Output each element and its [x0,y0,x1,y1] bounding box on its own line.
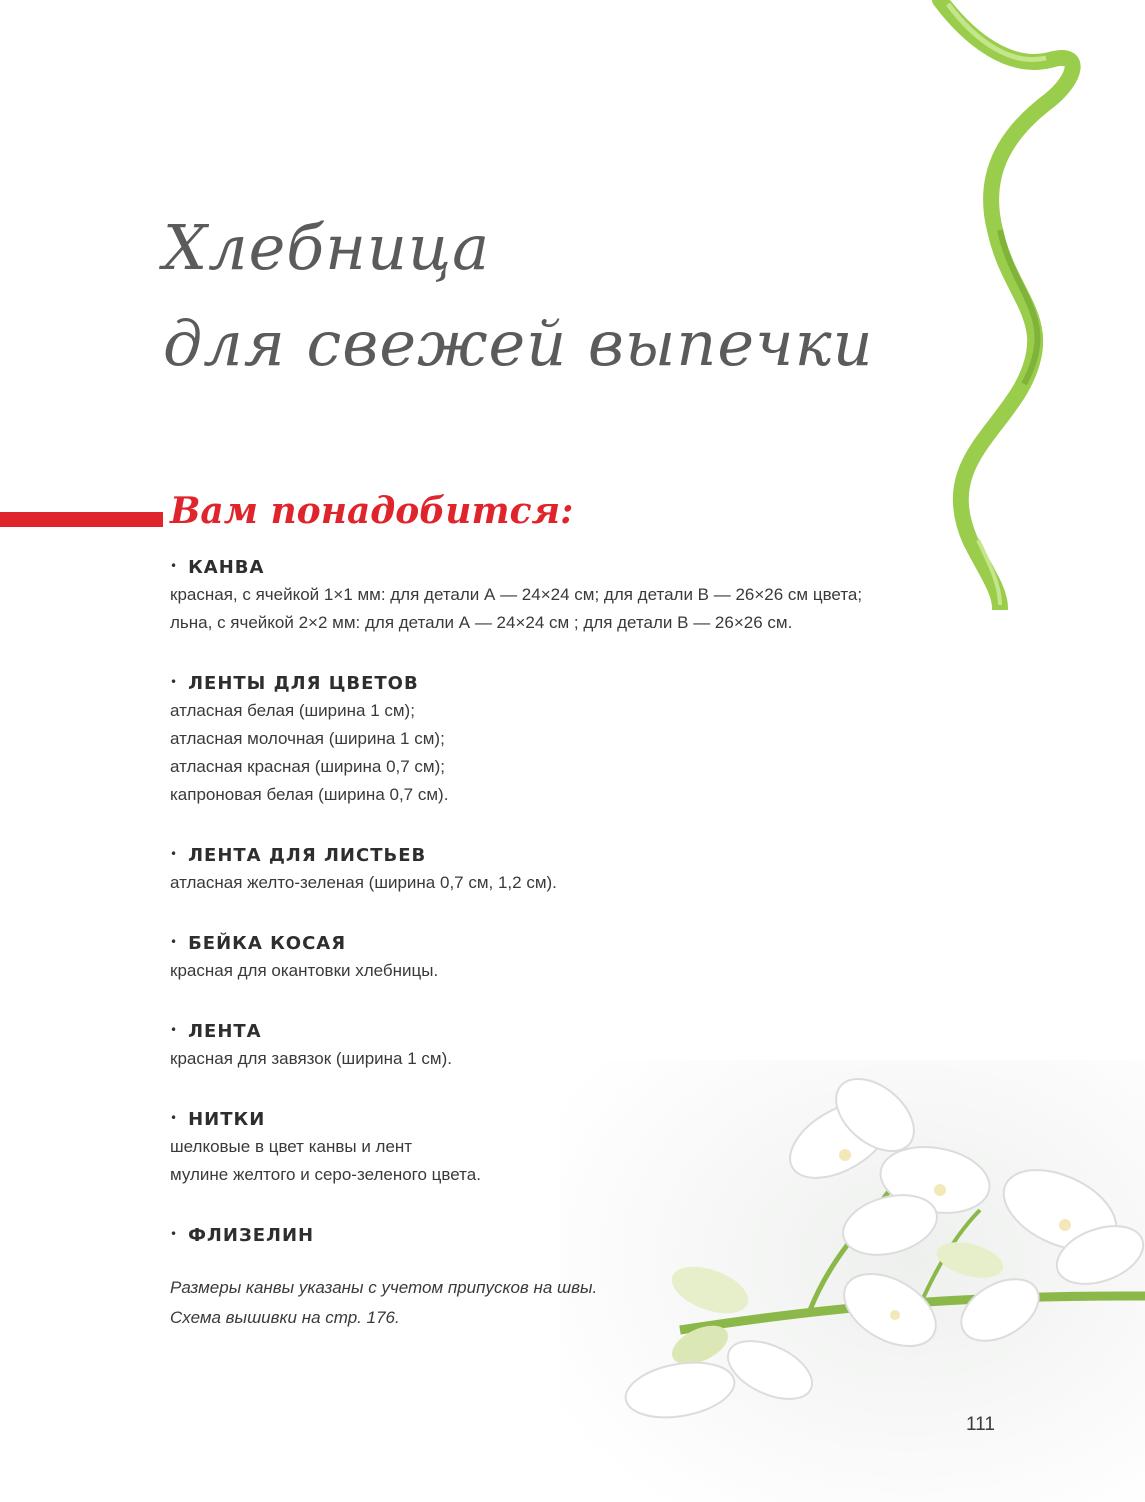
note-line-2: Схема вышивки на стр. 176. [170,1308,400,1327]
material-section [170,553,1020,637]
note-line-1: Размеры канвы указаны с учетом припусков на швы. [170,1278,598,1297]
bullet-icon: • [170,935,179,949]
material-line: красная для завязок (ширина 1 см). [170,1049,452,1068]
bullet-icon: • [170,1023,179,1037]
material-section [170,841,1020,897]
material-section [170,669,1020,809]
page-title [163,200,923,392]
white-flowers-decoration [560,1060,1145,1502]
material-line: красная, с ячейкой 1×1 мм: для детали А — 24×24 см; для детали В — 26×26 см цвета; [170,585,863,604]
material-line: мулине желтого и серо-зеленого цвета. [170,1165,481,1184]
material-heading: • ФЛИЗЕЛИН [170,1225,315,1246]
material-heading: • КАНВА [170,557,265,578]
note [170,1273,597,1333]
material-line: красная для окантовки хлебницы. [170,961,439,980]
bullet-icon: • [170,675,179,689]
title-line-1: Хлебница [163,211,491,284]
material-line: льна, с ячейкой 2×2 мм: для детали А — 24×24 см ; для детали В — 26×26 см. [170,613,793,632]
material-section [170,929,1020,985]
material-line: атласная молочная (ширина 1 см); [170,729,445,748]
green-ribbon-decoration [900,0,1145,610]
material-line: атласная белая (ширина 1 см); [170,701,415,720]
page-number: 111 [966,1414,995,1435]
bullet-icon: • [170,847,179,861]
material-heading: • ЛЕНТА [170,1021,262,1042]
material-line: атласная желто-зеленая (ширина 0,7 см, 1,2 см). [170,873,557,892]
material-line: капроновая белая (ширина 0,7 см). [170,785,449,804]
materials-subtitle: Вам понадобится: [170,490,574,532]
material-heading: • НИТКИ [170,1109,266,1130]
material-heading: • ЛЕНТА ДЛЯ ЛИСТЬЕВ [170,845,427,866]
material-line: атласная красная (ширина 0,7 см); [170,757,445,776]
bullet-icon: • [170,1227,179,1241]
material-line: шелковые в цвет канвы и лент [170,1137,413,1156]
material-heading: • ЛЕНТЫ ДЛЯ ЦВЕТОВ [170,673,419,694]
material-heading: • БЕЙКА КОСАЯ [170,933,347,954]
title-line-2: для свежей выпечки [163,307,874,380]
bullet-icon: • [170,1111,179,1125]
red-accent-bar [0,512,163,527]
bullet-icon: • [170,559,179,573]
